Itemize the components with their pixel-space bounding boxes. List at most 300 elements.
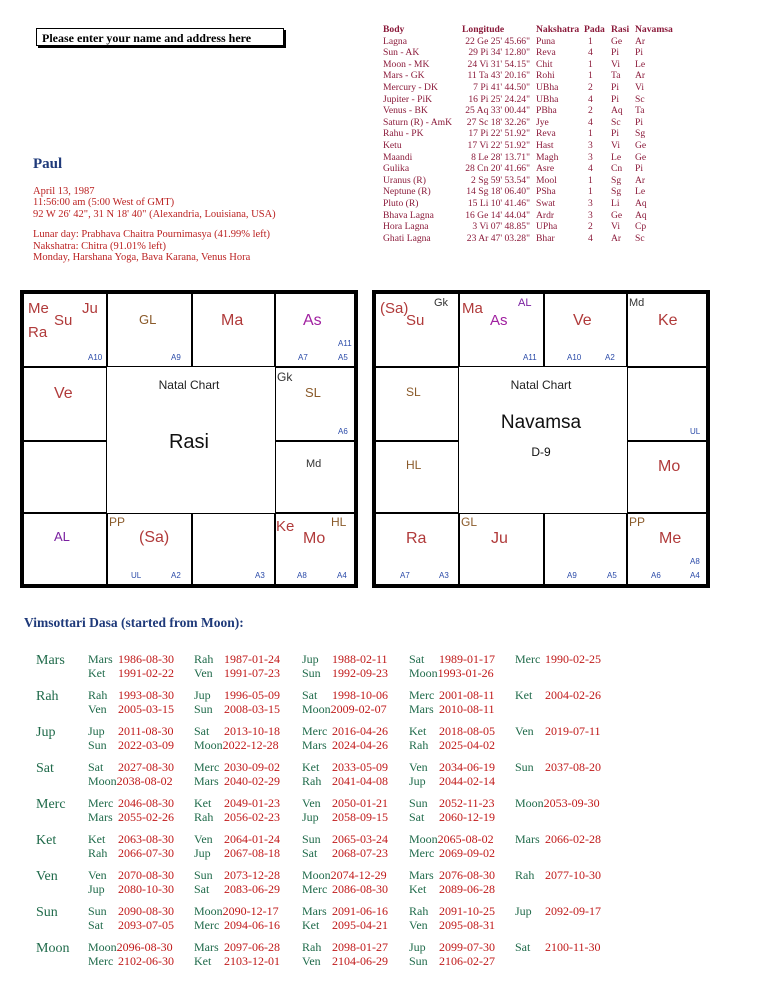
dasa-sub-date: 2037-08-20 xyxy=(545,760,601,774)
dasa-sub-planet: Mars xyxy=(88,652,113,666)
dasa-sub-period xyxy=(194,940,280,955)
dasa-sub-planet: Rah xyxy=(302,940,322,954)
dasa-sub-period xyxy=(88,954,174,969)
dasa-sub-planet: Sat xyxy=(302,846,318,860)
dasa-sub-period xyxy=(409,702,495,717)
planet-table-cell: Ge xyxy=(611,35,623,47)
dasa-sub-planet: Jup xyxy=(409,940,426,954)
planet-table-cell: Aq xyxy=(635,209,647,221)
dasa-main-period: Mars xyxy=(36,653,65,668)
dasa-sub-date: 2044-02-14 xyxy=(439,774,495,788)
dasa-sub-planet: Moon xyxy=(302,868,331,882)
chart-house xyxy=(375,367,459,441)
dasa-sub-period xyxy=(515,940,601,955)
dasa-sub-period xyxy=(515,688,601,703)
dasa-sub-period xyxy=(515,760,601,775)
planet-table-cell: Sc xyxy=(635,93,645,105)
planet-table-cell: Vi xyxy=(635,81,645,93)
dasa-sub-date: 2070-08-30 xyxy=(118,868,174,882)
dasa-sub-date: 2091-10-25 xyxy=(439,904,495,918)
chart-arudha: UL xyxy=(131,571,142,580)
dasa-sub-planet: Sun xyxy=(88,738,107,752)
dasa-sub-period xyxy=(88,868,174,883)
dasa-sub-period xyxy=(194,904,279,919)
dasa-sub-period xyxy=(88,918,174,933)
planet-table-cell: Neptune (R) xyxy=(383,186,431,198)
chart-planet: Me xyxy=(28,300,49,317)
dasa-sub-planet: Ven xyxy=(194,666,213,680)
dasa-sub-period xyxy=(409,724,495,739)
dasa-sub-period xyxy=(515,904,601,919)
dasa-sub-period xyxy=(409,918,495,933)
dasa-sub-period xyxy=(194,954,280,969)
dasa-sub-date: 1996-05-09 xyxy=(224,688,280,702)
dasa-sub-date: 2022-03-09 xyxy=(118,738,174,752)
planet-table-cell: Ge xyxy=(611,209,623,221)
dasa-sub-date: 2100-11-30 xyxy=(545,940,601,954)
planet-table-cell: Le xyxy=(635,186,646,198)
planet-table-cell: 1 xyxy=(588,186,593,198)
dasa-sub-date: 2106-02-27 xyxy=(439,954,495,968)
dasa-sub-planet: Merc xyxy=(515,652,541,666)
planet-table-cell: Ar xyxy=(635,35,646,47)
dasa-sub-period xyxy=(194,724,280,739)
dasa-sub-planet: Merc xyxy=(409,688,435,702)
dasa-sub-date: 2099-07-30 xyxy=(439,940,495,954)
chart-planet: Ke xyxy=(276,518,295,535)
chart-arudha: A6 xyxy=(651,571,661,580)
dasa-sub-date: 2094-06-16 xyxy=(224,918,280,932)
planet-table-cell: PBha xyxy=(536,105,557,117)
dasa-sub-planet: Merc xyxy=(194,918,220,932)
planet-table-cell: Li xyxy=(611,197,620,209)
dasa-sub-period xyxy=(302,724,388,739)
planet-table-cell: Vi xyxy=(611,221,621,233)
dasa-sub-planet: Mars xyxy=(194,774,219,788)
planet-table-cell: Mars - GK xyxy=(383,70,425,82)
dasa-sub-planet: Jup xyxy=(88,882,105,896)
dasa-sub-planet: Mars xyxy=(515,832,540,846)
dasa-sub-planet: Sat xyxy=(409,652,425,666)
planet-table-cell: 15 Li 10' 41.46" xyxy=(467,197,530,209)
dasa-sub-period xyxy=(302,760,388,775)
dasa-main-period: Moon xyxy=(36,941,70,956)
dasa-sub-period xyxy=(194,796,280,811)
dasa-sub-planet: Mars xyxy=(409,702,434,716)
planet-table-cell: 29 Pi 34' 12.80" xyxy=(468,47,530,59)
planet-table-cell: Moon - MK xyxy=(383,58,430,70)
planet-table-cell: 1 xyxy=(588,174,593,186)
name-address-input[interactable]: Please enter your name and address here xyxy=(36,28,284,46)
dasa-sub-period xyxy=(302,810,388,825)
dasa-sub-planet: Ven xyxy=(515,724,534,738)
dasa-sub-date: 2074-12-29 xyxy=(330,868,387,882)
dasa-sub-date: 2011-08-30 xyxy=(118,724,174,738)
planet-table-cell: Ardr xyxy=(536,209,555,221)
dasa-sub-planet: Jup xyxy=(302,810,319,824)
dasa-sub-date: 2009-02-07 xyxy=(330,702,387,716)
planet-table-cell: Pi xyxy=(611,93,620,105)
dasa-sub-date: 2025-04-02 xyxy=(439,738,495,752)
planet-table-cell: 11 Ta 43' 20.16" xyxy=(467,70,530,82)
dasa-sub-period xyxy=(88,760,174,775)
planet-table-cell: 3 xyxy=(588,151,593,163)
dasa-sub-period xyxy=(88,666,174,681)
chart-arudha: A2 xyxy=(171,571,181,580)
dasa-sub-planet: Sat xyxy=(88,918,104,932)
planet-table-cell: Pi xyxy=(611,128,620,140)
dasa-sub-planet: Moon xyxy=(88,774,117,788)
dasa-sub-planet: Moon xyxy=(409,832,438,846)
birth-date: April 13, 1987 xyxy=(33,186,95,197)
rasi-title: Natal Chart xyxy=(158,378,220,392)
planet-table-cell: Ge xyxy=(635,139,647,151)
chart-planet: Md xyxy=(306,458,322,470)
dasa-sub-planet: Jup xyxy=(88,724,105,738)
dasa-sub-period xyxy=(515,724,601,739)
dasa-sub-date: 2064-01-24 xyxy=(224,832,280,846)
rasi-chart xyxy=(20,290,358,588)
chart-planet: PP xyxy=(629,515,646,529)
dasa-sub-planet: Moon xyxy=(88,940,117,954)
planet-table-cell: Sg xyxy=(635,128,646,140)
nakshatra: Nakshatra: Chitra (91.01% left) xyxy=(33,241,166,252)
dasa-sub-period xyxy=(194,882,280,897)
dasa-sub-date: 2073-12-28 xyxy=(224,868,280,882)
chart-planet: Me xyxy=(659,530,682,547)
dasa-sub-period xyxy=(302,954,388,969)
planet-table-cell: Sc xyxy=(635,232,645,244)
planet-table-cell: 8 Le 28' 13.71" xyxy=(471,151,530,163)
dasa-sub-period xyxy=(409,688,495,703)
dasa-sub-planet: Sat xyxy=(88,760,104,774)
planet-table-cell: 3 xyxy=(588,197,593,209)
planet-table-cell: Ta xyxy=(611,70,621,82)
dasa-sub-period xyxy=(88,810,174,825)
dasa-sub-period xyxy=(88,688,174,703)
planet-table-cell: Swat xyxy=(536,197,556,209)
planet-table-cell: Cp xyxy=(635,221,647,233)
planet-table-cell: 2 Sg 59' 53.54" xyxy=(471,174,530,186)
dasa-sub-date: 2053-09-30 xyxy=(543,796,600,810)
dasa-sub-period xyxy=(302,882,388,897)
planet-table-header-cell: Rasi xyxy=(611,24,630,35)
chart-planet: Md xyxy=(629,297,645,309)
planet-table-cell: Magh xyxy=(536,151,559,163)
dasa-sub-planet: Jup xyxy=(409,774,426,788)
dasa-sub-period xyxy=(302,652,388,667)
dasa-sub-period xyxy=(194,702,280,717)
chart-planet: As xyxy=(303,312,322,329)
dasa-sub-planet: Sun xyxy=(194,868,213,882)
dasa-sub-period xyxy=(194,810,280,825)
planet-table-cell: UBha xyxy=(536,93,559,105)
dasa-sub-period xyxy=(409,760,495,775)
dasa-sub-period xyxy=(88,904,174,919)
chart-arudha: A6 xyxy=(338,427,348,436)
planet-table-cell: Lagna xyxy=(383,35,407,47)
dasa-sub-planet: Rah xyxy=(409,904,429,918)
dasa-sub-period xyxy=(194,832,280,847)
dasa-sub-date: 2092-09-17 xyxy=(545,904,601,918)
dasa-sub-date: 2067-08-18 xyxy=(224,846,280,860)
planet-table-cell: 4 xyxy=(588,163,593,175)
planet-table-cell: Ghati Lagna xyxy=(383,232,431,244)
chart-arudha: A9 xyxy=(567,571,577,580)
dasa-sub-date: 2063-08-30 xyxy=(118,832,174,846)
dasa-sub-date: 2041-04-08 xyxy=(332,774,388,788)
dasa-sub-period xyxy=(194,774,280,789)
planet-table-cell: Jye xyxy=(536,116,549,128)
planet-table-cell: 28 Cn 20' 41.66" xyxy=(465,163,530,175)
rasi-name: Rasi xyxy=(168,431,209,453)
dasa-sub-period xyxy=(88,652,174,667)
chart-house xyxy=(192,293,275,367)
dasa-sub-date: 1991-07-23 xyxy=(224,666,280,680)
dasa-sub-planet: Rah xyxy=(194,652,214,666)
planet-table-cell: Uranus (R) xyxy=(383,174,426,186)
planet-table-cell: 17 Vi 22' 51.92" xyxy=(467,139,530,151)
dasa-sub-period xyxy=(409,652,495,667)
planet-table-cell: 3 xyxy=(588,139,593,151)
navamsa-name: Navamsa xyxy=(500,412,582,433)
chart-house xyxy=(23,513,107,585)
dasa-sub-period xyxy=(302,918,388,933)
dasa-sub-planet: Ven xyxy=(88,702,107,716)
dasa-sub-date: 2065-03-24 xyxy=(332,832,388,846)
dasa-sub-period xyxy=(515,832,601,847)
planet-table-cell: 2 xyxy=(588,221,593,233)
dasa-sub-date: 2019-07-11 xyxy=(545,724,601,738)
dasa-sub-planet: Moon xyxy=(194,738,223,752)
dasa-sub-date: 2010-08-11 xyxy=(439,702,495,716)
planet-table-cell: Mercury - DK xyxy=(383,81,438,93)
planet-table-cell: Jupiter - PiK xyxy=(383,93,433,105)
planet-table-cell: 14 Sg 18' 06.40" xyxy=(466,186,530,198)
dasa-main-period: Jup xyxy=(36,725,56,740)
chart-arudha: A2 xyxy=(605,353,615,362)
yoga-karana: Monday, Harshana Yoga, Bava Karana, Venus Hora xyxy=(33,252,251,263)
dasa-sub-planet: Rah xyxy=(515,868,535,882)
planet-table-cell: Mool xyxy=(536,174,557,186)
chart-house xyxy=(23,441,107,513)
planet-table-cell: Pluto (R) xyxy=(383,197,419,209)
planet-table-cell: Sg xyxy=(611,174,622,186)
dasa-sub-period xyxy=(409,940,495,955)
dasa-sub-planet: Ven xyxy=(88,868,107,882)
dasa-sub-period xyxy=(194,652,280,667)
dasa-sub-date: 2058-09-15 xyxy=(332,810,388,824)
chart-planet: Ve xyxy=(573,312,592,329)
dasa-sub-period xyxy=(409,832,494,847)
planet-table-cell: 2 xyxy=(588,81,593,93)
dasa-sub-date: 2005-03-15 xyxy=(118,702,174,716)
chart-arudha: A7 xyxy=(298,353,308,362)
dasa-sub-planet: Merc xyxy=(409,846,435,860)
dasa-sub-planet: Sun xyxy=(194,702,213,716)
dasa-sub-date: 2034-06-19 xyxy=(439,760,495,774)
dasa-sub-date: 2091-06-16 xyxy=(332,904,388,918)
dasa-sub-date: 1988-02-11 xyxy=(332,652,388,666)
dasa-sub-period xyxy=(409,846,495,861)
dasa-sub-date: 1992-09-23 xyxy=(332,666,388,680)
planet-table-cell: Chit xyxy=(536,58,553,70)
dasa-sub-date: 2104-06-29 xyxy=(332,954,388,968)
dasa-sub-period xyxy=(515,652,601,667)
dasa-sub-period xyxy=(302,796,388,811)
dasa-sub-planet: Sat xyxy=(515,940,531,954)
planet-table-cell: 1 xyxy=(588,58,593,70)
chart-planet: As xyxy=(490,312,508,329)
chart-arudha: A8 xyxy=(297,571,307,580)
dasa-sub-date: 2013-10-18 xyxy=(224,724,280,738)
dasa-sub-period xyxy=(194,868,280,883)
dasa-sub-period xyxy=(194,846,280,861)
dasa-sub-period xyxy=(194,918,280,933)
dasa-sub-planet: Sat xyxy=(194,724,210,738)
dasa-main-period: Sun xyxy=(36,905,58,920)
planet-table-cell: Aq xyxy=(635,197,647,209)
dasa-sub-period xyxy=(88,702,174,717)
planet-table-cell: 1 xyxy=(588,128,593,140)
dasa-sub-date: 2055-02-26 xyxy=(118,810,174,824)
dasa-sub-period xyxy=(302,688,388,703)
planet-table-cell: Aq xyxy=(611,105,623,117)
dasa-sub-planet: Merc xyxy=(302,724,328,738)
planet-table-cell: Le xyxy=(635,58,646,70)
dasa-sub-date: 2066-07-30 xyxy=(118,846,174,860)
dasa-main-period: Ven xyxy=(36,869,58,884)
birth-place: 92 W 26' 42", 31 N 18' 40" (Alexandria, Louisiana, USA) xyxy=(33,209,276,220)
dasa-sub-date: 2008-03-15 xyxy=(224,702,280,716)
chart-house xyxy=(375,441,459,513)
dasa-sub-planet: Jup xyxy=(194,846,211,860)
chart-planet: Ju xyxy=(491,530,508,547)
chart-arudha: A5 xyxy=(338,353,348,362)
chart-house xyxy=(23,367,107,441)
dasa-sub-period xyxy=(302,940,388,955)
planet-table-cell: 4 xyxy=(588,232,593,244)
dasa-sub-period xyxy=(194,760,280,775)
planet-table-cell: Puna xyxy=(536,35,556,47)
planet-table-cell: 16 Pi 25' 24.24" xyxy=(468,93,530,105)
dasa-sub-planet: Sun xyxy=(515,760,534,774)
dasa-sub-planet: Ven xyxy=(194,832,213,846)
planet-table-cell: 1 xyxy=(588,70,593,82)
dasa-sub-date: 2068-07-23 xyxy=(332,846,388,860)
dasa-sub-planet: Ket xyxy=(194,796,212,810)
chart-planet: Su xyxy=(406,312,425,329)
planet-table-cell: Ar xyxy=(635,174,646,186)
dasa-sub-date: 2046-08-30 xyxy=(118,796,174,810)
dasa-sub-period xyxy=(88,774,173,789)
chart-arudha: A10 xyxy=(88,353,103,362)
planet-table-header-cell: Body xyxy=(383,24,405,35)
birth-time: 11:56:00 am (5:00 West of GMT) xyxy=(33,197,175,208)
planet-table-cell: 1 xyxy=(588,35,593,47)
planet-table-cell: 16 Ge 14' 44.04" xyxy=(465,209,530,221)
dasa-sub-planet: Merc xyxy=(194,760,220,774)
dasa-sub-date: 2022-12-28 xyxy=(222,738,279,752)
dasa-sub-date: 2060-12-19 xyxy=(439,810,495,824)
dasa-sub-planet: Mars xyxy=(88,810,113,824)
dasa-sub-date: 1987-01-24 xyxy=(224,652,280,666)
dasa-sub-period xyxy=(409,882,495,897)
dasa-sub-date: 2065-08-02 xyxy=(437,832,494,846)
dasa-sub-date: 2095-04-21 xyxy=(332,918,388,932)
dasa-sub-date: 2090-08-30 xyxy=(118,904,174,918)
dasa-sub-planet: Ket xyxy=(194,954,212,968)
dasa-sub-period xyxy=(409,738,495,753)
planet-table-cell: Saturn (R) - AmK xyxy=(383,116,453,128)
planet-table-cell: Asre xyxy=(536,163,555,175)
planet-table-cell: Sun - AK xyxy=(383,47,420,59)
dasa-main-period: Rah xyxy=(36,689,59,704)
dasa-sub-date: 2016-04-26 xyxy=(332,724,388,738)
chart-planet: AL xyxy=(518,297,532,309)
chart-arudha: A3 xyxy=(255,571,265,580)
dasa-sub-date: 2069-09-02 xyxy=(439,846,495,860)
planet-table-cell: 22 Ge 25' 45.66" xyxy=(465,35,530,47)
chart-planet: HL xyxy=(331,515,347,529)
dasa-sub-planet: Rah xyxy=(88,688,108,702)
dasa-sub-period xyxy=(409,796,495,811)
chart-planet: Gk xyxy=(434,297,449,309)
planet-table-cell: Pi xyxy=(635,163,644,175)
planet-table-header-cell: Navamsa xyxy=(635,24,673,35)
chart-planet: PP xyxy=(109,515,126,529)
planet-table-cell: Ar xyxy=(635,70,646,82)
dasa-sub-date: 2103-12-01 xyxy=(224,954,280,968)
dasa-sub-period xyxy=(302,738,388,753)
chart-planet: Mo xyxy=(658,458,681,475)
planet-table-cell: Reva xyxy=(536,128,556,140)
chart-planet: Su xyxy=(54,312,73,329)
dasa-sub-planet: Ket xyxy=(409,882,427,896)
dasa-sub-planet: Rah xyxy=(302,774,322,788)
chart-planet: Ra xyxy=(28,324,48,341)
dasa-sub-date: 2050-01-21 xyxy=(332,796,388,810)
dasa-sub-planet: Mars xyxy=(302,738,327,752)
dasa-sub-planet: Ven xyxy=(409,918,428,932)
dasa-sub-planet: Mars xyxy=(409,868,434,882)
chart-planet: Ma xyxy=(462,300,483,317)
dasa-sub-date: 1998-10-06 xyxy=(332,688,388,702)
dasa-sub-date: 1993-08-30 xyxy=(118,688,174,702)
dasa-sub-date: 2004-02-26 xyxy=(545,688,601,702)
planet-table-cell: Ketu xyxy=(383,139,402,151)
dasa-sub-date: 1989-01-17 xyxy=(439,652,495,666)
dasa-sub-planet: Merc xyxy=(88,796,114,810)
dasa-title: Vimsottari Dasa (started from Moon): xyxy=(24,615,244,630)
dasa-sub-period xyxy=(302,774,388,789)
chart-planet: GL xyxy=(461,515,478,529)
chart-arudha: A9 xyxy=(171,353,181,362)
planet-table-cell: Pi xyxy=(611,47,620,59)
planet-table-cell: Rahu - PK xyxy=(383,128,424,140)
planet-table-cell: Rohi xyxy=(536,70,555,82)
planet-table-cell: Sc xyxy=(611,116,621,128)
chart-planet: (Sa) xyxy=(380,300,409,317)
dasa-main-period: Sat xyxy=(36,761,54,776)
planet-table-cell: 3 Vi 07' 48.85" xyxy=(472,221,530,233)
chart-arudha: A11 xyxy=(523,353,537,362)
dasa-sub-date: 2066-02-28 xyxy=(545,832,601,846)
dasa-sub-planet: Mars xyxy=(302,904,327,918)
planet-table-cell: Ar xyxy=(611,232,622,244)
planet-table-cell: 2 xyxy=(588,105,593,117)
dasa-sub-planet: Sat xyxy=(409,810,425,824)
